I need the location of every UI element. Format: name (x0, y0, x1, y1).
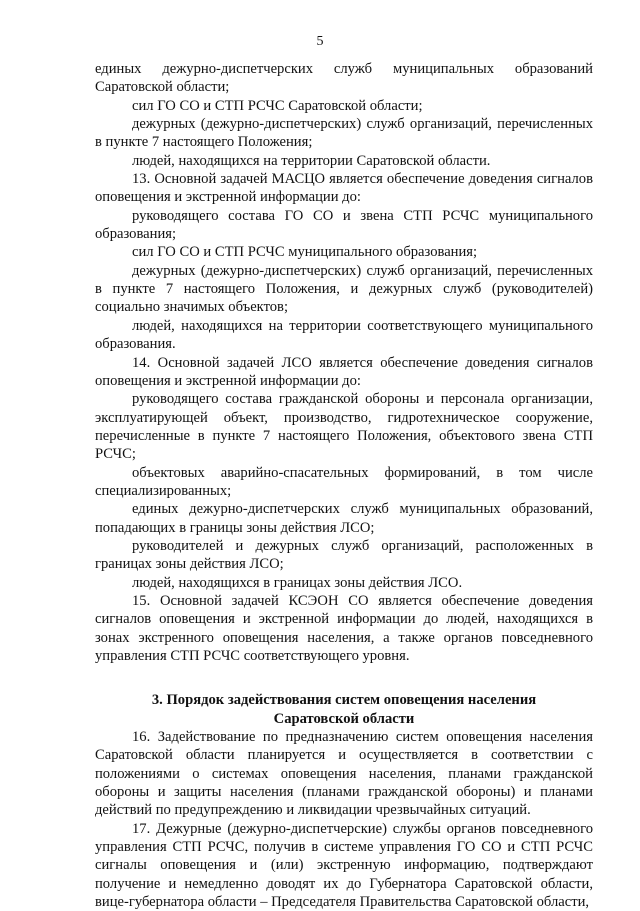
section-heading-line-2: Саратовской области (273, 710, 415, 727)
section-heading-line-1: 3. Порядок задействования систем оповещения населения (151, 692, 537, 709)
paragraphs-before-heading (95, 60, 593, 665)
paragraph: дежурных (дежурно-диспетчерских) служб организаций, перечисленных в пункте 7 настоящего Положения, и дежурных служб (руководителей) социально значимых объектов; (95, 262, 593, 316)
paragraph: сил ГО СО и СТП РСЧС Саратовской области; (132, 97, 423, 114)
paragraph: 14. Основной задачей ЛСО является обеспечение доведения сигналов оповещения и экстренной информации до: (95, 354, 593, 389)
paragraph: людей, находящихся в границах зоны действия ЛСО. (132, 574, 463, 591)
paragraph: дежурных (дежурно-диспетчерских) служб организаций, перечисленных в пункте 7 настоящего Положения; (95, 116, 593, 151)
paragraph: 15. Основной задачей КСЭОН СО является обеспечение доведения сигналов оповещения и экстренной информации до людей, находящихся в зонах экстренного оповещения населения, а также органов повседневного управления СТП РСЧС соответствующего уровня. (95, 592, 593, 664)
document-body (95, 60, 593, 911)
section-heading (95, 691, 593, 728)
paragraph: единых дежурно-диспетчерских служб муниципальных образований Саратовской области; (95, 61, 593, 96)
paragraph: 16. Задействование по предназначению систем оповещения населения Саратовской области планируется и осуществляется в соответствии с положениями о системах оповещения населения, планами гражданской обороны и защиты населения (планами гражданской обороны) и планами действий по предупреждению и ликвидации чрезвычайных ситуаций. (95, 729, 593, 819)
paragraph: сил ГО СО и СТП РСЧС муниципального образования; (132, 244, 478, 261)
paragraph: 17. Дежурные (дежурно-диспетчерские) службы органов повседневного управления СТП РСЧС, получив в системе управления ГО СО и СТП РСЧС сигналы оповещения и (или) экстренную информацию, подтверждают получение и немедленно доводят их до Губернатора Саратовской области, вице-губернатора области – Председателя Правительства Саратовской области, (95, 820, 593, 911)
paragraphs-after-heading (95, 728, 593, 911)
paragraph: руководящего состава гражданской обороны и персонала организации, эксплуатирующей объект, производство, гидротехническое сооружение, перечисленные в пункте 7 настоящего Положения, объектового звена СТП РСЧС; (95, 391, 593, 463)
paragraph: единых дежурно-диспетчерских служб муниципальных образований, попадающих в границы зоны действия ЛСО; (95, 501, 593, 536)
paragraph: объектовых аварийно-спасательных формирований, в том числе специализированных; (95, 464, 593, 499)
paragraph: людей, находящихся на территории Саратовской области. (132, 152, 491, 169)
paragraph: 13. Основной задачей МАСЦО является обеспечение доведения сигналов оповещения и экстренной информации до: (95, 171, 593, 206)
page-number: 5 (316, 34, 324, 49)
paragraph: людей, находящихся на территории соответствующего муниципального образования. (95, 317, 593, 353)
paragraph: руководителей и дежурных служб организаций, расположенных в границах зоны действия ЛСО; (95, 537, 593, 573)
paragraph: руководящего состава ГО СО и звена СТП РСЧС муниципального образования; (95, 207, 593, 243)
